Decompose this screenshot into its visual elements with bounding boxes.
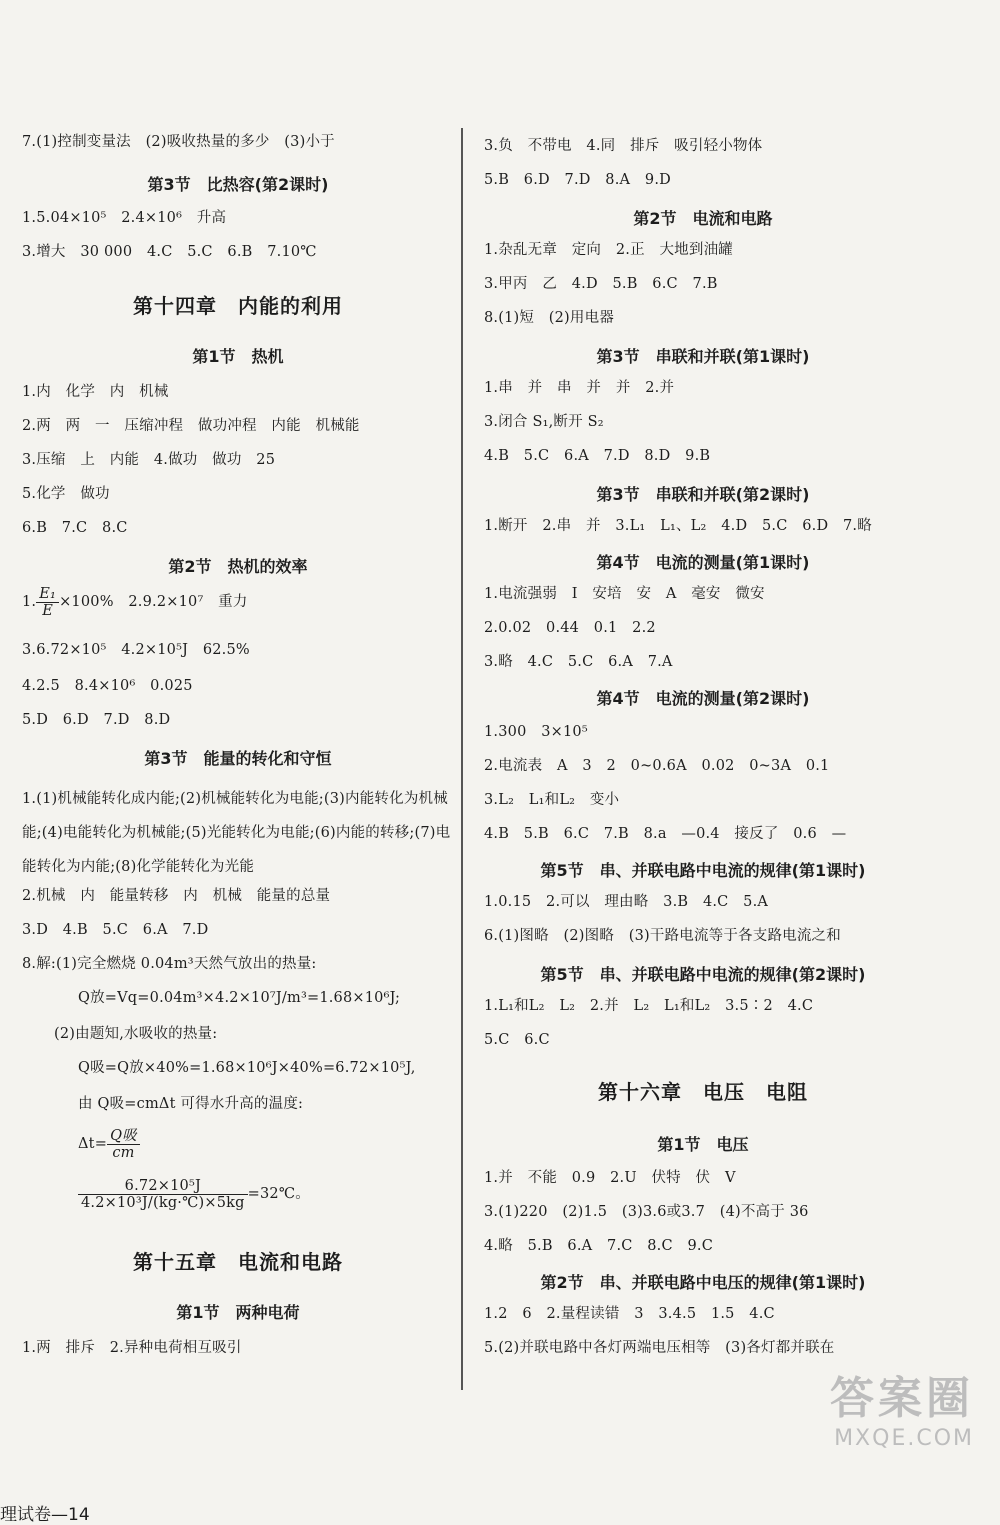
answer-line: 1.并 不能 0.9 2.U 伏特 伏 V	[484, 1170, 736, 1186]
answer-line-fraction	[22, 584, 248, 620]
fraction-denominator: cm	[112, 1144, 135, 1161]
answer-line: 1.电流强弱 I 安培 安 A 毫安 微安	[484, 586, 765, 602]
watermark-url: MXQE.COM	[834, 1426, 974, 1451]
answer-line: 1.断开 2.串 并 3.L₁ L₁、L₂ 4.D 5.C 6.D 7.略	[484, 518, 872, 534]
section-heading: 第4节 电流的测量(第1课时)	[596, 553, 810, 572]
answer-line: 1.0.15 2.可以 理由略 3.B 4.C 5.A	[484, 894, 769, 910]
chapter-heading: 第十五章 电流和电路	[133, 1250, 343, 1274]
answer-line: 8.解:(1)完全燃烧 0.04m³天然气放出的热量:	[22, 956, 317, 972]
fraction-suffix: =32℃。	[247, 1186, 310, 1202]
formula-fraction	[78, 1176, 310, 1212]
answer-line: 6.B 7.C 8.C	[22, 520, 128, 536]
answer-line: 5.化学 做功	[22, 486, 110, 502]
column-divider	[461, 128, 463, 1390]
answer-line: 3.甲丙 乙 4.D 5.B 6.C 7.B	[484, 276, 718, 292]
formula-fraction	[78, 1126, 140, 1162]
answer-line: 4.2.5 8.4×10⁶ 0.025	[22, 678, 193, 694]
formula-line: Q放=Vq=0.04m³×4.2×10⁷J/m³=1.68×10⁶J;	[78, 990, 401, 1006]
answer-line: 2.机械 内 能量转移 内 机械 能量的总量	[22, 888, 331, 904]
answer-line: 1.L₁和L₂ L₂ 2.并 L₂ L₁和L₂ 3.5∶2 4.C	[484, 998, 814, 1014]
answer-line: 5.C 6.C	[484, 1032, 550, 1048]
section-heading: 第1节 热机	[192, 347, 284, 366]
answer-line: 3.(1)220 (2)1.5 (3)3.6或3.7 (4)不高于 36	[484, 1204, 809, 1220]
answer-line: 1.杂乱无章 定向 2.正 大地到油罐	[484, 242, 733, 258]
formula-line: Q吸=Q放×40%=1.68×10⁶J×40%=6.72×10⁵J,	[78, 1060, 416, 1076]
section-heading: 第3节 串联和并联(第1课时)	[596, 347, 810, 366]
answer-line: 4.略 5.B 6.A 7.C 8.C 9.C	[484, 1238, 714, 1254]
answer-line: (2)由题知,水吸收的热量:	[54, 1026, 218, 1042]
formula-line: 由 Q吸=cmΔt 可得水升高的温度:	[78, 1096, 304, 1112]
section-heading: 第4节 电流的测量(第2课时)	[596, 689, 810, 708]
answer-line: 3.压缩 上 内能 4.做功 做功 25	[22, 452, 276, 468]
fraction	[36, 586, 59, 619]
answer-line: 4.B 5.C 6.A 7.D 8.D 9.B	[484, 448, 711, 464]
answer-line: 4.B 5.B 6.C 7.B 8.a —0.4 接反了 0.6 —	[484, 826, 847, 842]
fraction-numerator: Q吸	[107, 1128, 140, 1145]
answer-line: 1.2 6 2.量程读错 3 3.4.5 1.5 4.C	[484, 1306, 775, 1322]
answer-line: 7.(1)控制变量法 (2)吸收热量的多少 (3)小于	[22, 134, 335, 150]
answer-line: 3.闭合 S₁,断开 S₂	[484, 414, 604, 430]
answer-line: 1.串 并 串 并 并 2.并	[484, 380, 675, 396]
answer-line: 1.内 化学 内 机械	[22, 384, 169, 400]
section-heading: 第2节 热机的效率	[168, 557, 308, 576]
answer-line: 8.(1)短 (2)用电器	[484, 310, 615, 326]
answer-line: 1.300 3×10⁵	[484, 724, 588, 740]
section-heading: 第3节 能量的转化和守恒	[144, 749, 332, 768]
answer-line: 3.略 4.C 5.C 6.A 7.A	[484, 654, 673, 670]
fraction-prefix: 1.	[22, 594, 37, 610]
answer-line: 5.D 6.D 7.D 8.D	[22, 712, 171, 728]
section-heading: 第1节 两种电荷	[176, 1303, 300, 1322]
answer-line: 3.增大 30 000 4.C 5.C 6.B 7.10℃	[22, 244, 317, 260]
fraction	[107, 1128, 140, 1161]
chapter-heading: 第十四章 内能的利用	[133, 294, 343, 318]
fraction	[78, 1178, 248, 1211]
answer-line: 5.(2)并联电路中各灯两端电压相等 (3)各灯都并联在	[484, 1340, 835, 1356]
answer-line: 2.两 两 一 压缩冲程 做功冲程 内能 机械能	[22, 418, 360, 434]
fraction-prefix: Δt=	[78, 1136, 108, 1152]
answer-line: 3.负 不带电 4.同 排斥 吸引轻小物体	[484, 138, 763, 154]
section-heading: 第2节 串、并联电路中电压的规律(第1课时)	[540, 1273, 866, 1292]
answer-line: 5.B 6.D 7.D 8.A 9.D	[484, 172, 671, 188]
answer-line: 2.0.02 0.44 0.1 2.2	[484, 620, 656, 636]
fraction-numerator: E₁	[36, 586, 59, 603]
section-heading: 第5节 串、并联电路中电流的规律(第2课时)	[540, 965, 866, 984]
section-heading: 第3节 串联和并联(第2课时)	[596, 485, 810, 504]
fraction-numerator: 6.72×10⁵J	[78, 1178, 248, 1195]
answer-line: 6.(1)图略 (2)图略 (3)干路电流等于各支路电流之和	[484, 928, 841, 944]
fraction-denominator: E	[42, 602, 54, 619]
fraction-suffix: ×100% 2.9.2×10⁷ 重力	[59, 594, 248, 610]
answer-line: 3.L₂ L₁和L₂ 变小	[484, 792, 620, 808]
section-heading: 第3节 比热容(第2课时)	[147, 175, 329, 194]
chapter-heading: 第十六章 电压 电阻	[598, 1080, 808, 1104]
answer-paragraph: 1.(1)机械能转化成内能;(2)机械能转化为电能;(3)内能转化为机械能;(4)电能转化为机械能;(5)光能转化为电能;(6)内能的转移;(7)电能转化为内能;(8)化学能转化为光能	[22, 791, 451, 875]
answer-line: 1.两 排斥 2.异种电荷相互吸引	[22, 1340, 242, 1356]
section-heading: 第1节 电压	[657, 1135, 749, 1154]
watermark-logo-text: 答案圈	[830, 1373, 974, 1424]
section-heading: 第5节 串、并联电路中电流的规律(第1课时)	[540, 861, 866, 880]
answer-line: 3.6.72×10⁵ 4.2×10⁵J 62.5%	[22, 642, 250, 658]
page-footer: 理试卷—14	[0, 1505, 90, 1525]
site-watermark	[830, 1362, 974, 1451]
fraction-denominator: 4.2×10³J/(kg·℃)×5kg	[81, 1194, 245, 1211]
answer-line: 1.5.04×10⁵ 2.4×10⁶ 升高	[22, 210, 227, 226]
answer-line: 2.电流表 A 3 2 0~0.6A 0.02 0~3A 0.1	[484, 758, 830, 774]
answer-line: 3.D 4.B 5.C 6.A 7.D	[22, 922, 209, 938]
section-heading: 第2节 电流和电路	[633, 209, 773, 228]
